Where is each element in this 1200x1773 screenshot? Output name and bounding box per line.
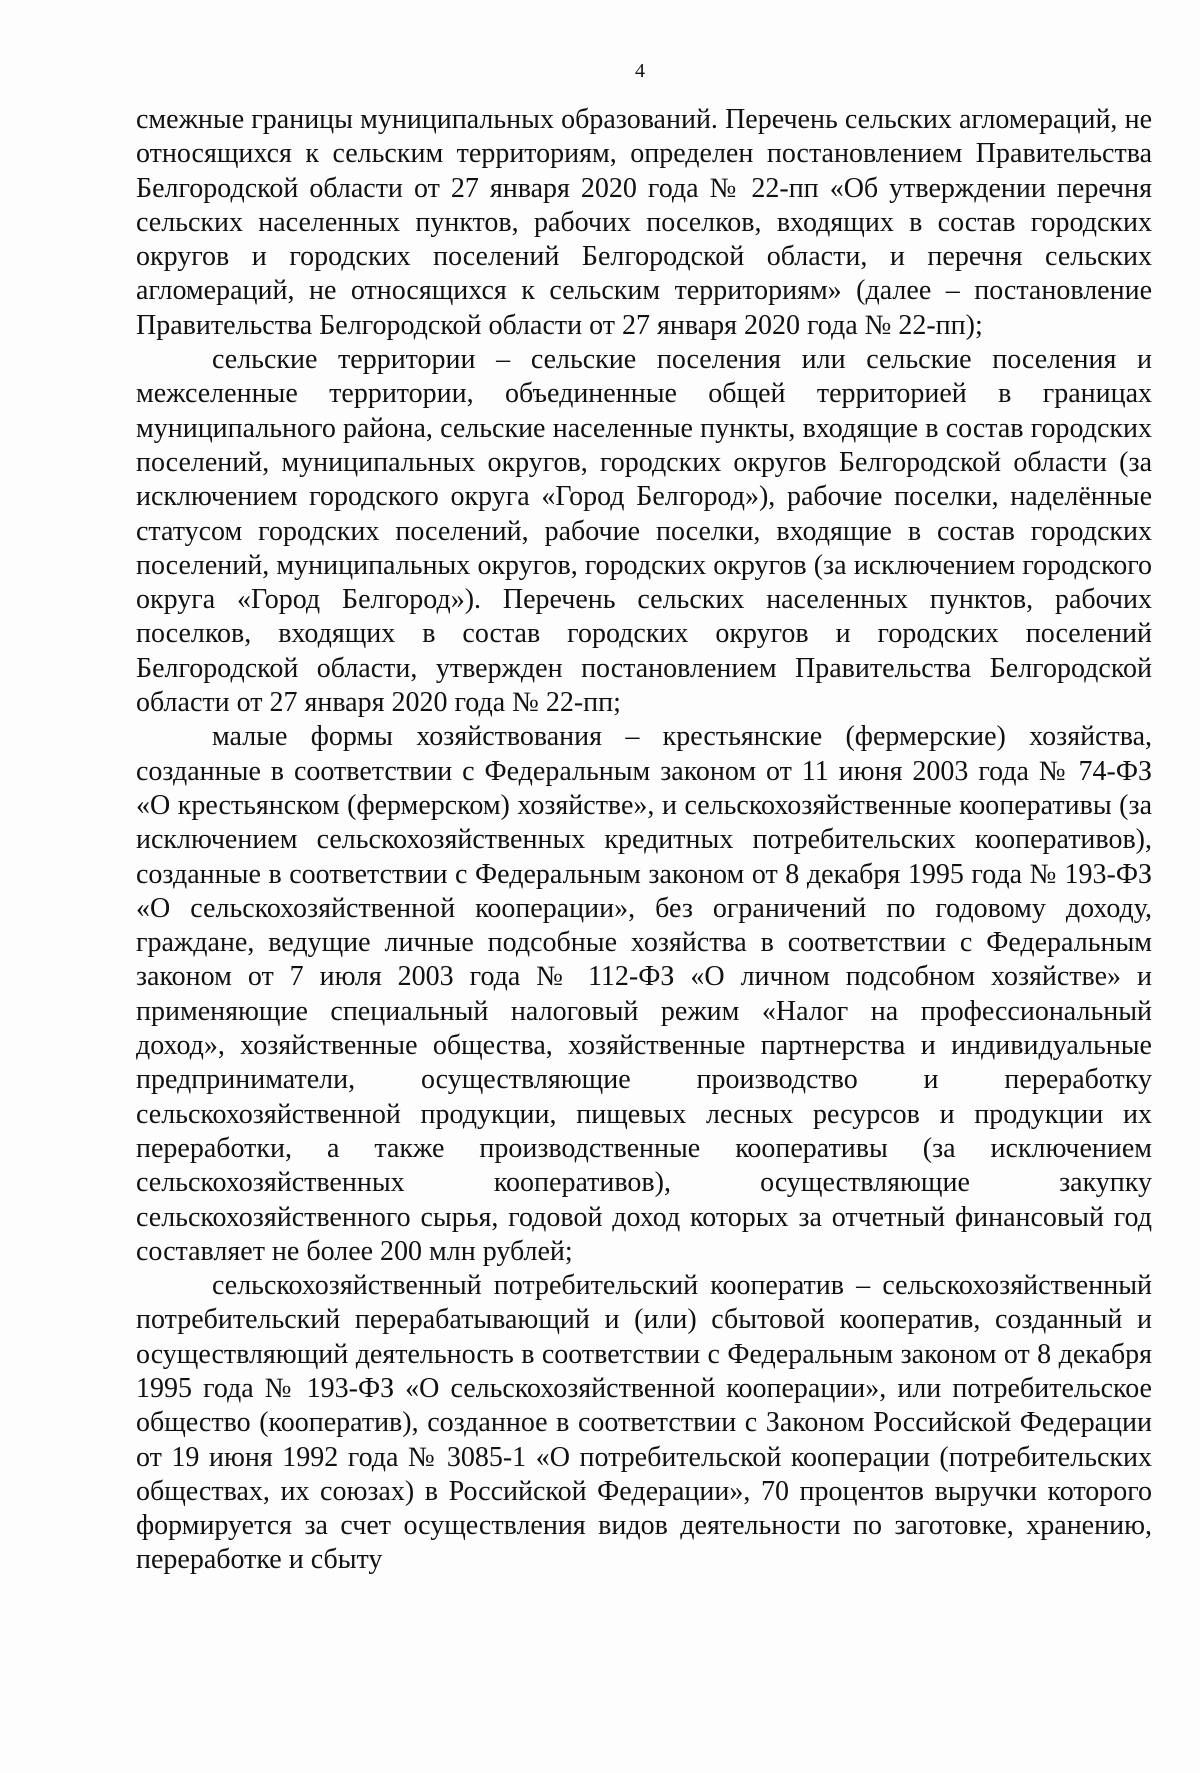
- page-number: 4: [635, 60, 645, 82]
- paragraph-agricultural-cooperative: сельскохозяйственный потребительский кооператив – сельскохозяйственный потребительский перерабатывающий и (или) сбытовой кооператив, созданный и осуществляющий деятельность в соответствии с Федеральным законом от 8 декабря 1995 года № 193-ФЗ «О сельскохозяйственной кооперации», или потребительское общество (кооператив), созданное в соответствии с Законом Российской Федерации от 19 июня 1992 года № 3085-1 «О потребительской кооперации (потребительских обществах, их союзах) в Российской Федерации», 70 процентов выручки которого формируется за счет осуществления видов деятельности по заготовке, хранению, переработке и сбыту: [136, 1270, 1152, 1576]
- paragraph-rural-territories: сельские территории – сельские поселения или сельские поселения и межселенные территории, объединенные общей территорией в границах муниципального района, сельские населенные пункты, входящие в состав городских поселений, муниципальных округов, городских округов Белгородской области (за исключением городского округа «Город Белгород»), рабочие поселки, наделённые статусом городских поселений, рабочие поселки, входящие в состав городских поселений, муниципальных округов, городских округов (за исключением городского округа «Город Белгород»). Перечень сельских населенных пунктов, рабочих поселков, входящих в состав городских округов и городских поселений Белгородской области, утвержден постановлением Правительства Белгородской области от 27 января 2020 года № 22-пп;: [136, 344, 1152, 719]
- paragraph-small-business-forms: малые формы хозяйствования – крестьянские (фермерские) хозяйства, созданные в соответствии с Федеральным законом от 11 июня 2003 года № 74-ФЗ «О крестьянском (фермерском) хозяйстве», и сельскохозяйственные кооперативы (за исключением сельскохозяйственных кредитных потребительских кооперативов), созданные в соответствии с Федеральным законом от 8 декабря 1995 года № 193-ФЗ «О сельскохозяйственной кооперации», без ограничений по годовому доходу, граждане, ведущие личные подсобные хозяйства в соответствии с Федеральным законом от 7 июля 2003 года № 112-ФЗ «О личном подсобном хозяйстве» и применяющие специальный налоговый режим «Налог на профессиональный доход», хозяйственные общества, хозяйственные партнерства и индивидуальные предприниматели, осуществляющие производство и переработку сельскохозяйственной продукции, пищевых лесных ресурсов и продукции их переработки, а также производственные кооперативы (за исключением сельскохозяйственных кооперативов), осуществляющие закупку сельскохозяйственного сырья, годовой доход которых за отчетный финансовый год составляет не более 200 млн рублей;: [136, 721, 1152, 1267]
- document-body: [136, 103, 1152, 1578]
- paragraph-continuation: смежные границы муниципальных образований. Перечень сельских агломераций, не относящихся к сельским территориям, определен постановлением Правительства Белгородской области от 27 января 2020 года № 22-пп «Об утверждении перечня сельских населенных пунктов, рабочих поселков, входящих в состав городских округов и городских поселений Белгородской области, и перечня сельских агломераций, не относящихся к сельским территориям» (далее – постановление Правительства Белгородской области от 27 января 2020 года № 22-пп);: [136, 104, 1152, 341]
